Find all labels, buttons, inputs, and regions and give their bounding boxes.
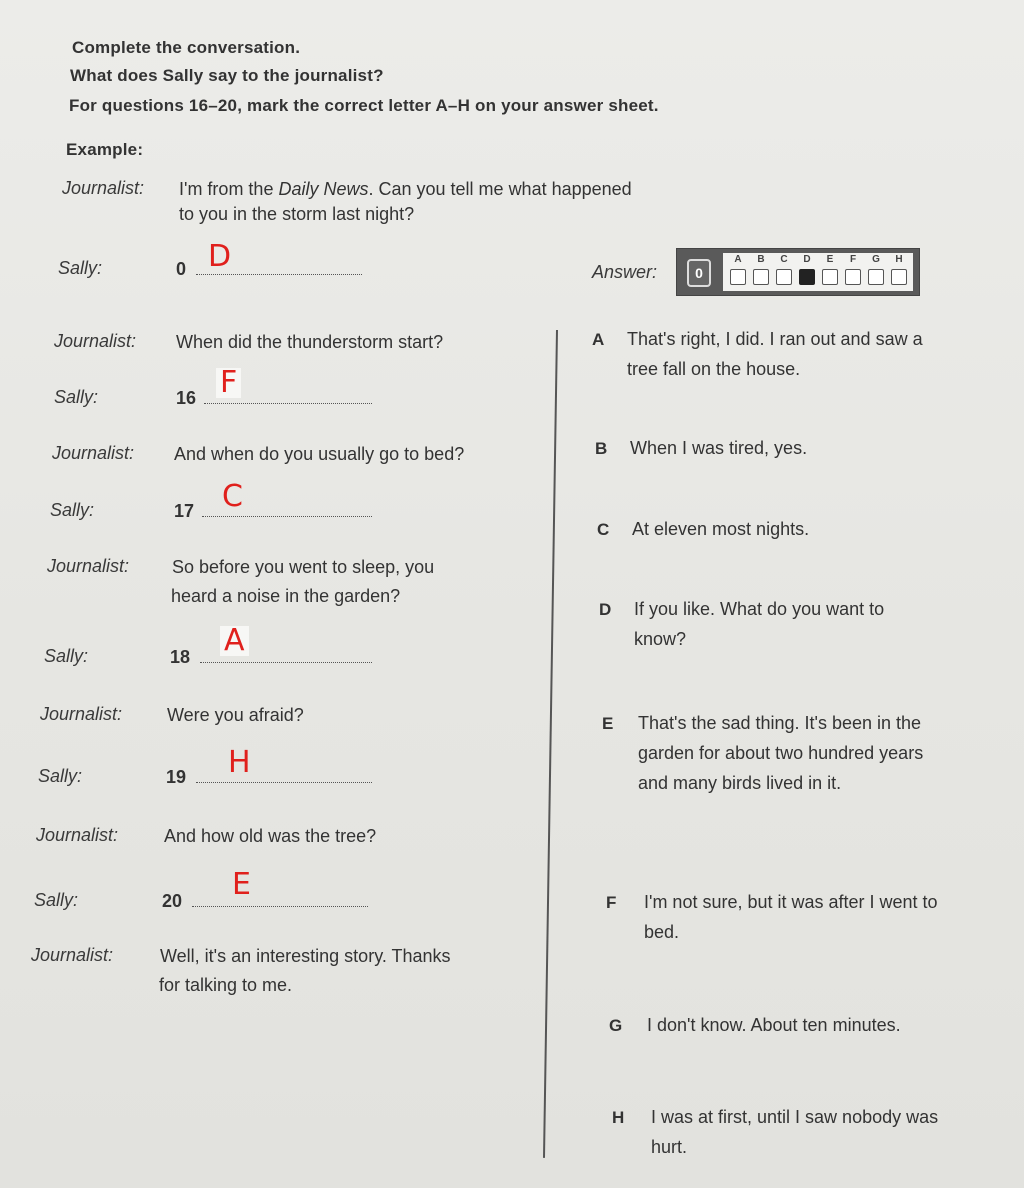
instruction-line-3: For questions 16–20, mark the correct letter A–H on your answer sheet. [69,96,659,115]
option-text-a: That's right, I did. I ran out and saw a tree fall on the house. [627,329,923,379]
option-text-c: At eleven most nights. [632,519,810,539]
option-letter-c: C [597,520,610,539]
journalist-line: And how old was the tree? [164,826,377,846]
answer-box-empty[interactable] [891,269,907,285]
answer-cell-letter: D [803,254,811,265]
instruction-line-2: What does Sally say to the journalist? [70,66,384,85]
journalist-speaker: Journalist: [54,331,137,351]
answer-cell-letter: C [780,254,788,265]
handwritten-answer: A [220,626,249,656]
answer-grid-number: 0 [687,259,711,287]
answer-cell-h[interactable] [888,253,910,285]
answer-label: Answer: [592,262,658,282]
answer-box-empty[interactable] [753,269,769,285]
answer-cell-letter: F [849,254,857,265]
journalist-line: So before you went to sleep, you [172,557,435,577]
instruction-line-1: Complete the conversation. [72,38,301,57]
option-text-b: When I was tired, yes. [630,438,808,458]
example-journalist-line-2: to you in the storm last night? [179,204,415,224]
journalist-line: And when do you usually go to bed? [174,444,465,464]
example-answer-blank [196,274,362,275]
option-letter-f: F [606,893,617,912]
sally-speaker: Sally: [38,766,83,786]
sally-speaker: Sally: [44,646,89,666]
answer-cell-g[interactable] [865,253,887,285]
option-text-e: That's the sad thing. It's been in the garden for about two hundred years and many birds lived in it. [638,713,924,793]
answer-cell-e[interactable] [819,253,841,285]
journalist-line: When did the thunderstorm start? [176,332,444,352]
option-letter-b: B [595,439,608,458]
handwritten-answer: H [228,745,251,780]
journalist-speaker: Journalist: [40,704,123,724]
answer-cell-letter: A [734,254,742,265]
example-question-number: 0 [176,259,187,279]
answer-grid-boxes [723,253,913,291]
answer-cell-letter: B [757,254,765,265]
option-text-f: I'm not sure, but it was after I went to bed. [644,892,938,942]
example-line-text: I'm from the [179,179,279,199]
handwritten-answer: E [232,867,251,902]
journalist-speaker: Journalist: [52,443,135,463]
answer-cell-b[interactable] [750,253,772,285]
journalist-speaker: Journalist: [47,556,130,576]
journalist-line: Were you afraid? [167,705,304,725]
option-text-g: I don't know. About ten minutes. [647,1015,901,1035]
handwritten-answer: C [222,479,243,514]
answer-cell-c[interactable] [773,253,795,285]
journalist-line: Well, it's an interesting story. Thanks [160,946,451,966]
handwritten-answer: F [216,368,241,398]
answer-cell-letter: G [872,254,880,265]
question-number: 18 [170,647,191,667]
journalist-speaker: Journalist: [31,945,114,965]
answer-box-empty[interactable] [822,269,838,285]
option-letter-e: E [602,714,614,733]
example-journalist-speaker: Journalist: [62,178,145,198]
question-number: 17 [174,501,195,521]
answer-sheet-grid [676,248,920,296]
answer-blank[interactable] [204,403,372,404]
sally-speaker: Sally: [50,500,95,520]
answer-cell-letter: E [826,254,834,265]
example-sally-speaker: Sally: [58,258,103,278]
sally-speaker: Sally: [34,890,79,910]
answer-box-empty[interactable] [868,269,884,285]
journalist-line: heard a noise in the garden? [171,586,401,606]
example-label: Example: [66,140,144,159]
answer-box-empty[interactable] [730,269,746,285]
example-line-text: . Can you tell me what happened [368,179,632,199]
question-number: 16 [176,388,197,408]
option-letter-a: A [592,330,605,349]
question-number: 19 [166,767,187,787]
answer-box-empty[interactable] [845,269,861,285]
journalist-line: for talking to me. [159,975,293,995]
question-number: 20 [162,891,183,911]
answer-blank[interactable] [196,782,372,783]
answer-box-empty[interactable] [776,269,792,285]
answer-blank[interactable] [202,516,372,517]
option-letter-h: H [612,1108,625,1127]
answer-box-filled[interactable] [799,269,815,285]
option-letter-g: G [609,1016,623,1035]
newspaper-name: Daily News [278,179,369,199]
answer-cell-d[interactable] [796,253,818,285]
sally-speaker: Sally: [54,387,99,407]
example-handwritten-answer: D [208,239,232,274]
answer-cell-f[interactable] [842,253,864,285]
answer-blank[interactable] [200,662,372,663]
option-text-h: I was at first, until I saw nobody was hurt. [651,1107,939,1157]
column-divider [543,330,558,1158]
option-letter-d: D [599,600,612,619]
answer-blank[interactable] [192,906,368,907]
journalist-speaker: Journalist: [36,825,119,845]
example-journalist-line-1 [179,175,632,203]
answer-cell-letter: H [895,254,903,265]
answer-cell-a[interactable] [727,253,749,285]
option-text-d: If you like. What do you want to know? [634,599,885,649]
